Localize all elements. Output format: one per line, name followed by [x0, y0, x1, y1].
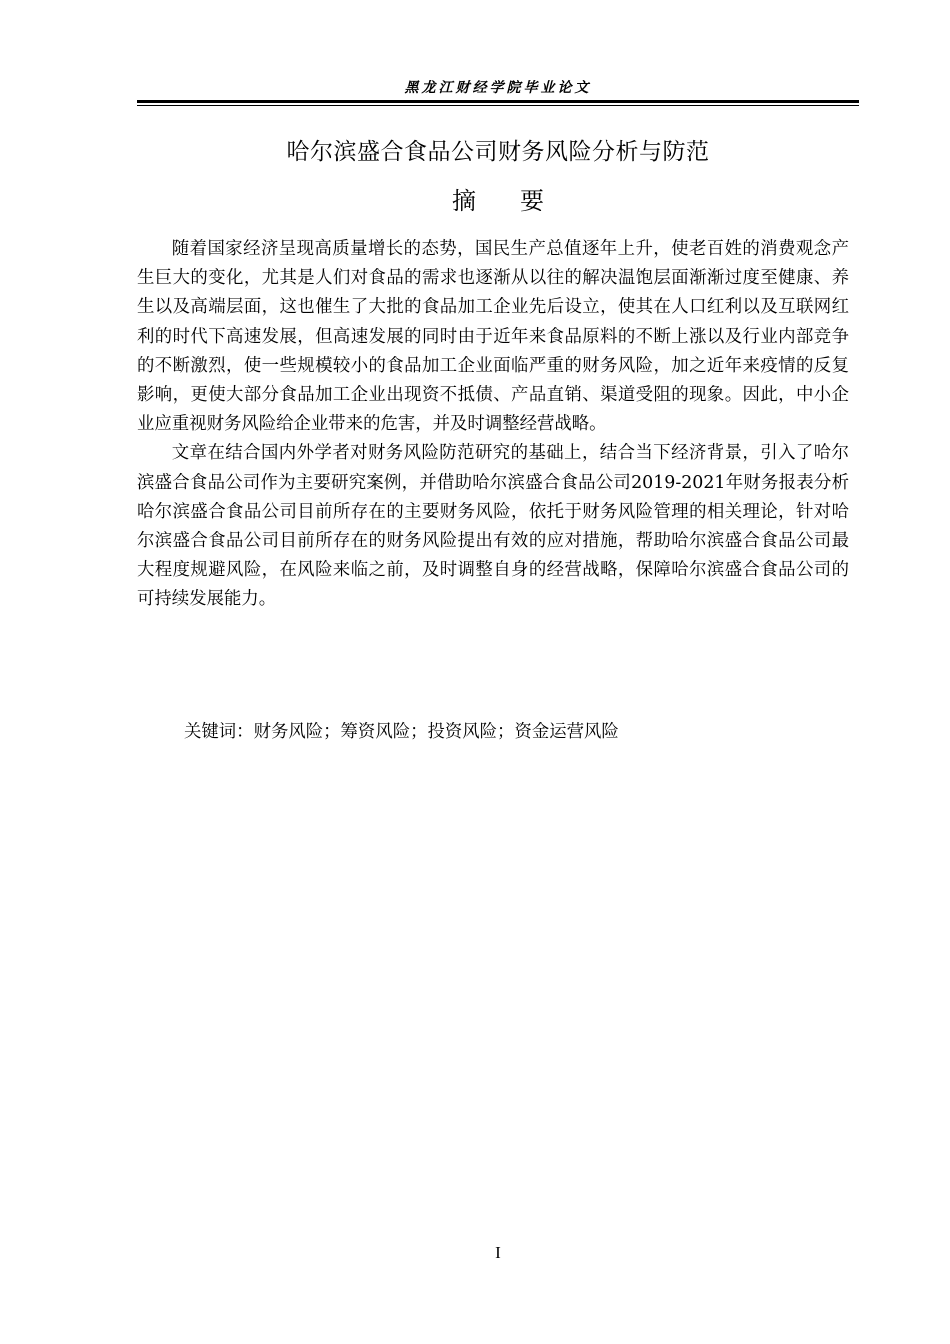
abstract-heading: 摘要	[452, 187, 588, 215]
keywords-list: 财务风险；筹资风险；投资风险；资金运营风险	[253, 722, 619, 742]
abstract-paragraph: 随着国家经济呈现高质量增长的态势，国民生产总值逐年上升，使老百姓的消费观念产生巨大的变化，尤其是人们对食品的需求也逐渐从以往的解决温饱层面渐渐过度至健康、养生以及高端层面，这也催生了大批的食品加工企业先后设立，使其在人口红利以及互联网红利的时代下高速发展，但高速发展的同时由于近年来食品原料的不断上涨以及行业内部竞争的不断激烈，使一些规模较小的食品加工企业面临严重的财务风险，加之近年来疫情的反复影响，更使大部分食品加工企业出现资不抵债、产品直销、渠道受阻的现象。因此，中小企业应重视财务风险给企业带来的危害，并及时调整经营战略。	[137, 239, 849, 435]
abstract-paragraph: 文章在结合国内外学者对财务风险防范研究的基础上，结合当下经济背景，引入了哈尔滨盛合食品公司作为主要研究案例，并借助哈尔滨盛合食品公司2019-2021年财务报表分析哈尔滨盛合食品公司目前所存在的主要财务风险，依托于财务风险管理的相关理论，针对哈尔滨盛合食品公司目前所存在的财务风险提出有效的应对措施，帮助哈尔滨盛合食品公司最大程度规避风险，在风险来临之前，及时调整自身的经营战略，保障哈尔滨盛合食品公司的可持续发展能力。	[137, 443, 849, 610]
header-rule-thick	[137, 100, 859, 103]
header-rule-thin	[137, 105, 859, 106]
running-title: 黑龙江财经学院毕业论文	[404, 80, 592, 96]
page-header	[137, 78, 859, 106]
page-number: I	[495, 1243, 501, 1262]
keywords-label: 关键词：	[184, 722, 254, 742]
abstract-body	[137, 235, 849, 615]
document-title: 哈尔滨盛合食品公司财务风险分析与防范	[286, 139, 710, 165]
keywords-line	[184, 718, 619, 747]
